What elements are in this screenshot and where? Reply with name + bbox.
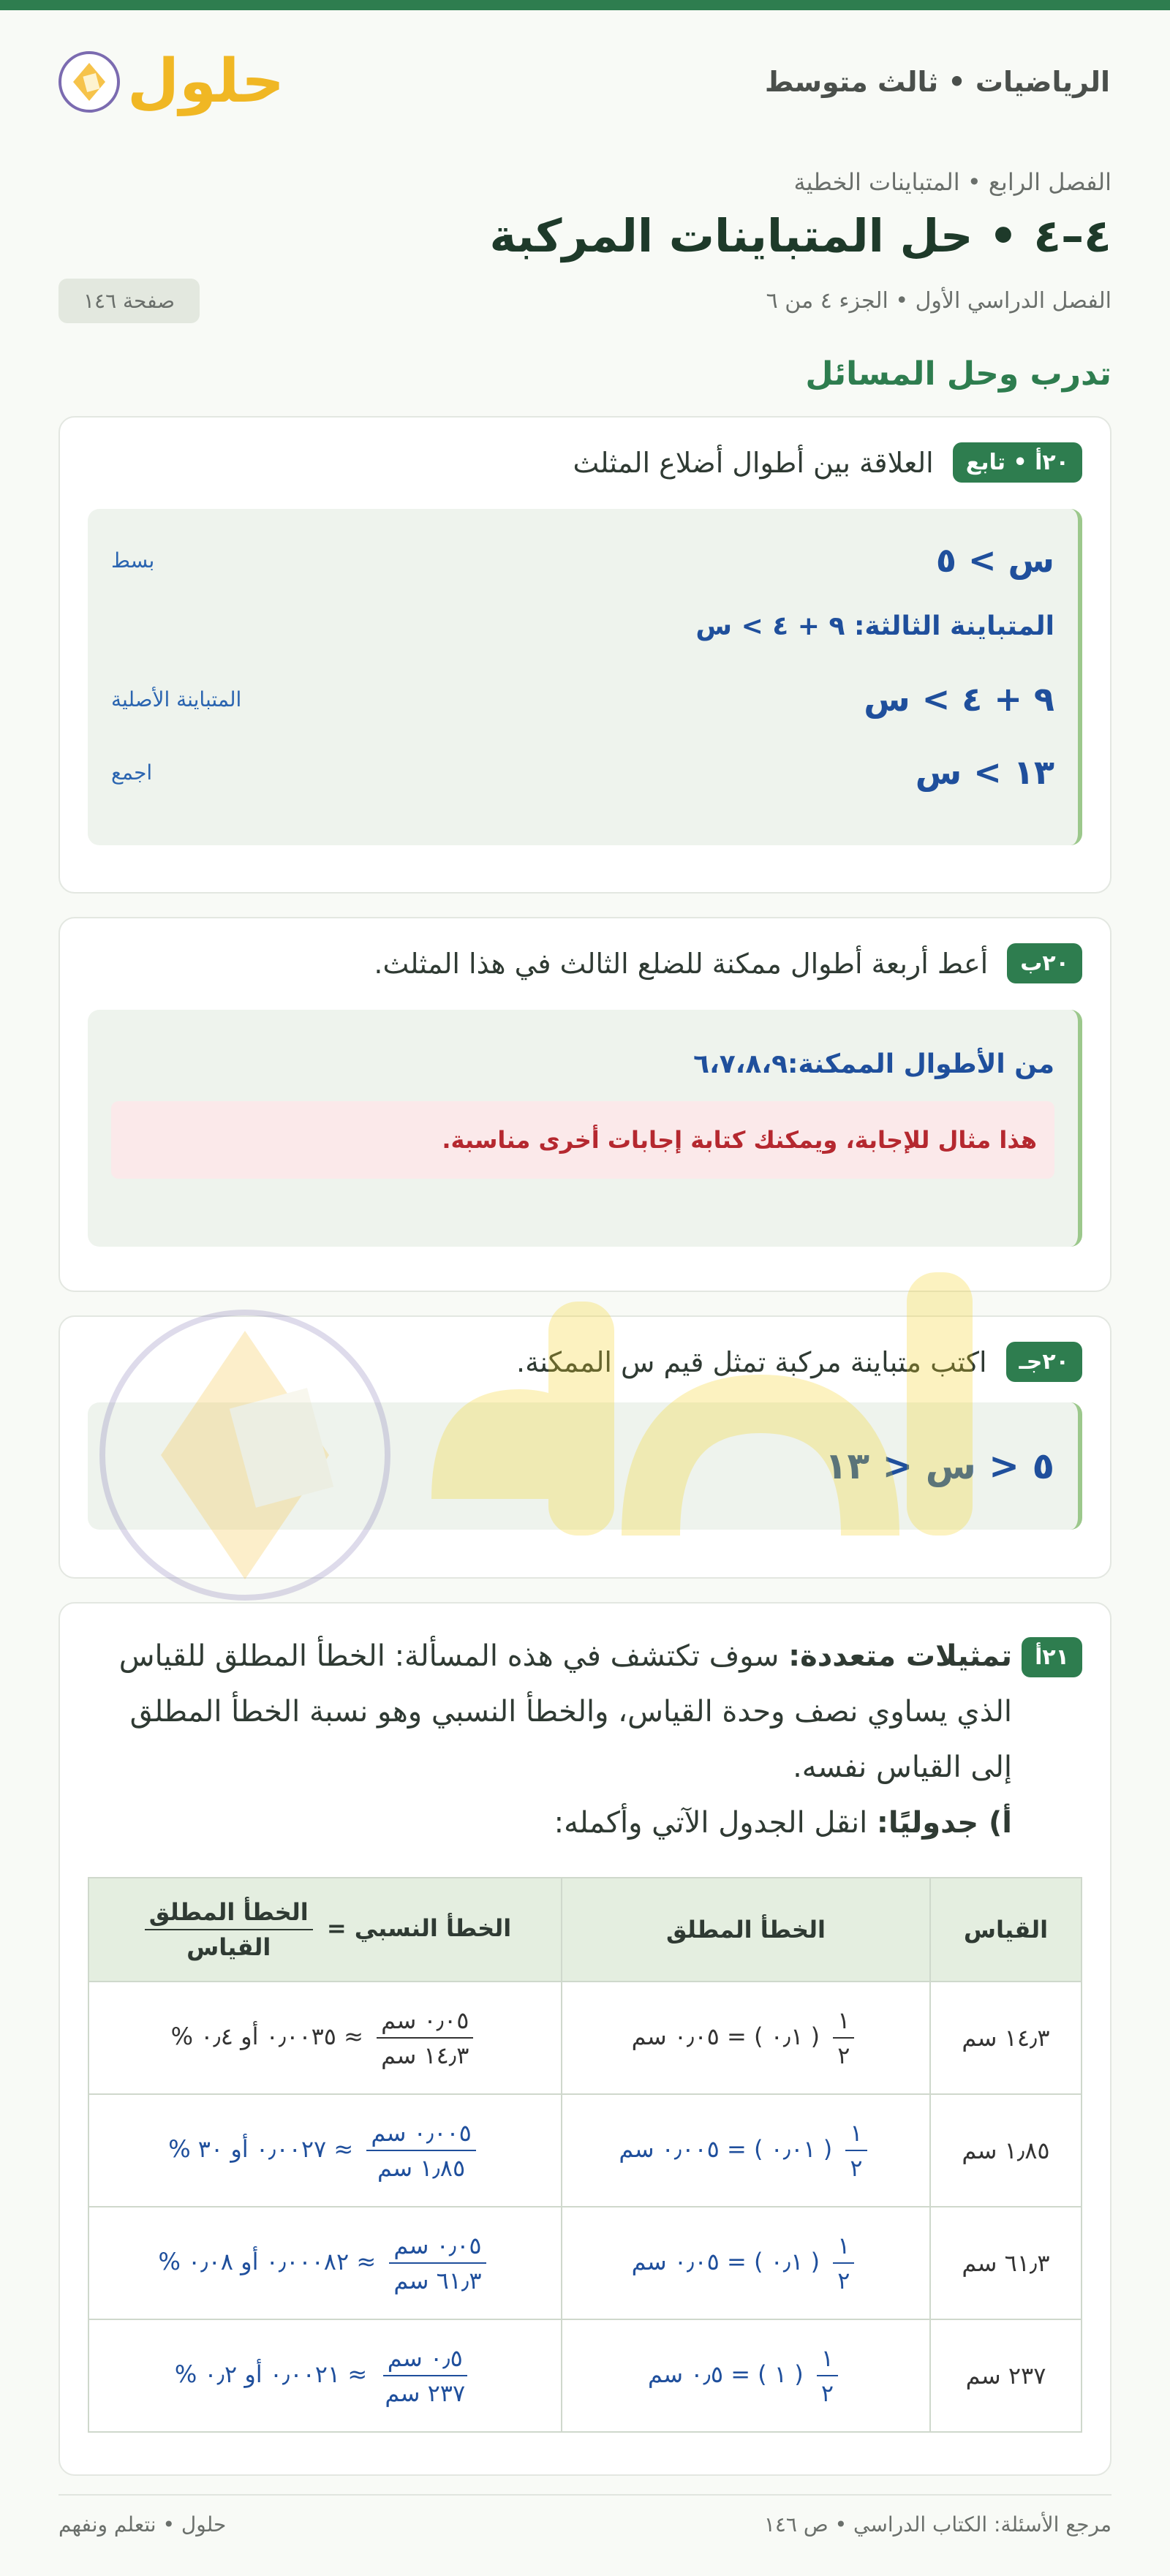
error-table bbox=[88, 1877, 1082, 2433]
question-lead: تمثيلات متعددة: bbox=[788, 1639, 1012, 1673]
question-number-badge: ٢٠جـ bbox=[1006, 1342, 1083, 1382]
cell-relative-error bbox=[88, 2207, 562, 2319]
question-body: سوف تكتشف في هذه المسألة: الخطأ المطلق للقياس الذي يساوي نصف وحدة القياس، والخطأ النسبي وهو نسبة الخطأ المطلق إلى القياس نفسه. bbox=[118, 1639, 1012, 1784]
page-footer bbox=[58, 2512, 1112, 2537]
math-line: ١٣ > س bbox=[915, 752, 1054, 792]
table-row bbox=[88, 2094, 1082, 2207]
question-number-badge: ٢١أ bbox=[1022, 1637, 1082, 1677]
math-line: المتباينة الثالثة: ٩ + ٤ > س bbox=[695, 611, 1054, 641]
fraction-denominator: ٦١٫٣ سم bbox=[393, 2267, 482, 2294]
math-line: س > ٥ bbox=[935, 540, 1054, 580]
cell-relative-error bbox=[88, 2319, 562, 2432]
answer-disclaimer: هذا مثال للإجابة، ويمكنك كتابة إجابات أخرى مناسبة. bbox=[111, 1101, 1054, 1179]
question-text bbox=[88, 1628, 1082, 1851]
part-lead: أ) جدوليًا: bbox=[876, 1806, 1012, 1840]
table-row bbox=[88, 1982, 1082, 2094]
cell-measure: ١٫٨٥ سم bbox=[930, 2094, 1082, 2207]
relative-value: ≈ ٠٫٠٠٣٥ أو ٠٫٤ % bbox=[170, 2022, 363, 2050]
relative-value: ≈ ٠٫٠٠٢٧ أو ٣٠ % bbox=[168, 2135, 354, 2163]
cell-measure: ٢٣٧ سم bbox=[930, 2319, 1082, 2432]
question-card-20c bbox=[58, 1315, 1112, 1579]
book-icon bbox=[58, 51, 120, 113]
subject-title: الرياضيات • ثالث متوسط bbox=[764, 66, 1110, 98]
absolute-value: ( ٠٫٠١ ) = ٠٫٠٠٥ سم bbox=[619, 2135, 833, 2163]
cell-absolute-error bbox=[562, 2319, 930, 2432]
breadcrumb: الفصل الرابع • المتباينات الخطية bbox=[793, 168, 1112, 196]
fraction-numerator: ٠٫٠٥ سم bbox=[377, 2006, 473, 2039]
fraction-numerator: ١ bbox=[817, 2344, 838, 2376]
relative-label: الخطأ النسبي = bbox=[326, 1914, 512, 1942]
col-header-absolute-error: الخطأ المطلق bbox=[562, 1878, 930, 1982]
absolute-value: ( ٠٫١ ) = ٠٫٠٥ سم bbox=[631, 2248, 820, 2275]
fraction-denominator: ١٫٨٥ سم bbox=[377, 2154, 466, 2182]
fraction-denominator: ٢ bbox=[850, 2154, 863, 2182]
lesson-title: ٤–٤ • حل المتباينات المركبة bbox=[489, 209, 1112, 262]
fraction-numerator: ٠٫٠٠٥ سم bbox=[366, 2119, 475, 2151]
answer-box bbox=[88, 509, 1082, 845]
question-card-20b bbox=[58, 917, 1112, 1292]
fraction-denominator: ١٤٫٣ سم bbox=[381, 2041, 469, 2069]
logo-wordmark: حلول bbox=[127, 47, 285, 116]
answer-box bbox=[88, 1010, 1082, 1247]
question-text: اكتب متباينة مركبة تمثل قيم س الممكنة. bbox=[516, 1345, 987, 1378]
question-text: العلاقة بين أطوال أضلاع المثلث bbox=[573, 446, 934, 479]
table-row bbox=[88, 2319, 1082, 2432]
cell-absolute-error bbox=[562, 2094, 930, 2207]
relative-value: ≈ ٠٫٠٠٢١ أو ٠٫٢ % bbox=[174, 2360, 368, 2388]
top-accent-bar bbox=[0, 0, 1170, 10]
part-text: انقل الجدول الآتي وأكمله: bbox=[554, 1806, 877, 1840]
fraction-numerator: ١ bbox=[845, 2119, 867, 2151]
answer-row bbox=[111, 531, 1054, 589]
footer-divider bbox=[58, 2494, 1112, 2496]
fraction-denominator: القياس bbox=[186, 1933, 271, 1961]
semester-meta: الفصل الدراسي الأول • الجزء ٤ من ٦ bbox=[766, 288, 1112, 314]
step-note: اجمع bbox=[111, 760, 153, 785]
footer-brand: حلول • نتعلم ونفهم bbox=[58, 2512, 227, 2537]
fraction-numerator: ١ bbox=[833, 2232, 854, 2264]
question-card-21 bbox=[58, 1602, 1112, 2476]
relative-value: ≈ ٠٫٠٠٠٨٢ أو ٠٫٠٨ % bbox=[158, 2248, 377, 2275]
answer-row bbox=[111, 662, 1054, 736]
site-logo[interactable] bbox=[58, 47, 285, 116]
math-line: ٩ + ٤ > س bbox=[864, 679, 1054, 719]
question-number-badge: ٢٠ب bbox=[1007, 943, 1082, 983]
cell-relative-error bbox=[88, 2094, 562, 2207]
page-badge: صفحة ١٤٦ bbox=[58, 279, 200, 323]
fraction-denominator: ٢ bbox=[820, 2379, 834, 2407]
fraction-denominator: ٢ bbox=[837, 2267, 850, 2294]
cell-absolute-error bbox=[562, 1982, 930, 2094]
step-note: بسط bbox=[111, 548, 155, 573]
fraction-denominator: ٢٣٧ سم bbox=[385, 2379, 466, 2407]
fraction-denominator: ٢ bbox=[837, 2041, 850, 2069]
cell-measure: ٦١٫٣ سم bbox=[930, 2207, 1082, 2319]
question-number-badge: ٢٠أ • تابع bbox=[953, 442, 1082, 483]
cell-relative-error bbox=[88, 1982, 562, 2094]
absolute-value: ( ١ ) = ٠٫٥ سم bbox=[647, 2360, 804, 2388]
col-header-relative-error bbox=[88, 1878, 562, 1982]
question-text: أعط أربعة أطوال ممكنة للضلع الثالث في هذا المثلث. bbox=[374, 947, 989, 980]
question-card-20a bbox=[58, 416, 1112, 894]
page-header bbox=[0, 10, 1170, 116]
step-note: المتباينة الأصلية bbox=[111, 687, 242, 711]
answer-text: ٥ < س < ١٣ bbox=[825, 1445, 1054, 1487]
table-row bbox=[88, 2207, 1082, 2319]
col-header-measure: القياس bbox=[930, 1878, 1082, 1982]
answer-box bbox=[88, 1402, 1082, 1530]
absolute-value: ( ٠٫١ ) = ٠٫٠٥ سم bbox=[631, 2022, 820, 2050]
section-title: تدرب وحل المسائل bbox=[805, 355, 1112, 393]
table-header-row bbox=[88, 1878, 1082, 1982]
fraction-numerator: ٠٫٥ سم bbox=[383, 2344, 467, 2376]
fraction-numerator: ٠٫٠٥ سم bbox=[389, 2232, 486, 2264]
answer-row bbox=[111, 589, 1054, 662]
footer-reference: مرجع الأسئلة: الكتاب الدراسي • ص ١٤٦ bbox=[763, 2512, 1112, 2537]
fraction-numerator: الخطأ المطلق bbox=[145, 1898, 313, 1930]
cell-measure: ١٤٫٣ سم bbox=[930, 1982, 1082, 2094]
fraction-numerator: ١ bbox=[833, 2006, 854, 2039]
answer-text: من الأطوال الممكنة:٦،٧،٨،٩ bbox=[693, 1049, 1054, 1079]
cell-absolute-error bbox=[562, 2207, 930, 2319]
answer-row bbox=[111, 736, 1054, 809]
